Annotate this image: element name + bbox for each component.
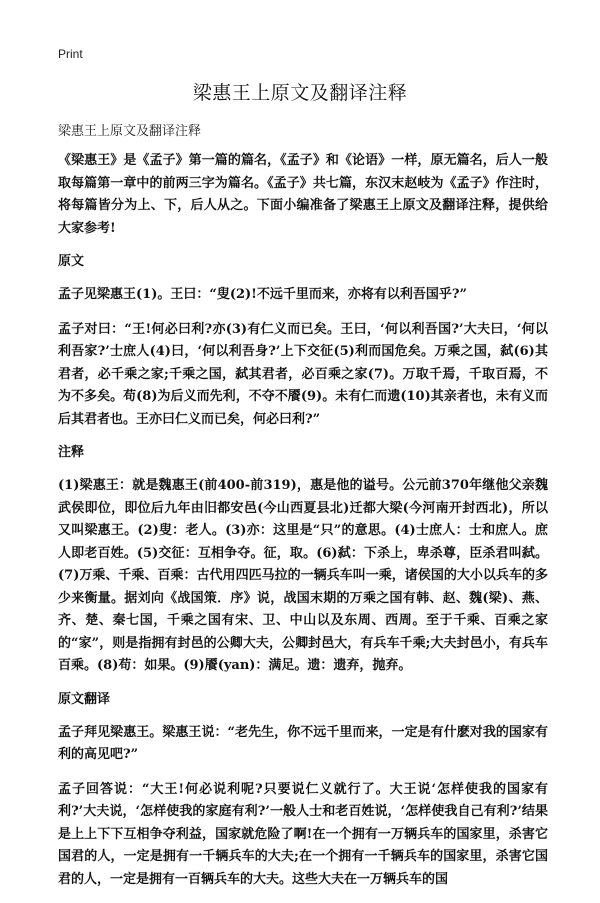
page-title: 梁惠王上原文及翻译注释 [192,82,408,104]
original-text-heading: 原文 [58,254,85,269]
article-body [58,150,548,903]
original-paragraph-1: 孟子见梁惠王(1)。王曰：“叟(2)!不远千里而来，亦将有以利吾国乎?” [58,287,467,302]
page-subtitle: 梁惠王上原文及翻译注释 [58,124,202,139]
intro-paragraph: 《梁惠王》是《孟子》第一篇的篇名，《孟子》和《论语》一样，原无篇名，后人一般取每篇第一章中的前两三字为篇名。《孟子》共七篇，东汉末赵岐为《孟子》作注时，将每篇皆分为上、下，后人从之。下面小编准备了梁惠王上原文及翻译注释，提供给大家参考! [58,153,548,236]
translation-heading: 原文翻译 [58,691,111,707]
translation-paragraph-1: 孟子拜见梁惠王。梁惠王说：“老先生，你不远千里而来，一定是有什麽对我的国家有利的高见吧?” [58,724,548,762]
notes-paragraph: (1)梁惠王：就是魏惠王(前400-前319)，惠是他的谥号。公元前370年继他父亲魏武侯即位，即位后九年由旧都安邑(今山西夏县北)迁都大梁(今河南开封西北)，所以又叫梁惠王。(2)叟：老人。(3)亦：这里是“只”的意思。(4)士庶人：士和庶人。庶人即老百姓。(5)交征：互相争夺。征，取。(6)弑：下杀上，卑杀尊，臣杀君叫弑。(7)万乘、千乘、百乘：古代用四匹马拉的一辆兵车叫一乘，诸侯国的大小以兵车的多少来衡量。据刘向《战国策．序》说，战国末期的万乘之国有韩、赵、魏(梁)、燕、齐、楚、秦七国，千乘之国有宋、卫、中山以及东周、西周。至于千乘、百乘之家的“家”，则是指拥有封邑的公卿大夫，公卿封邑大，有兵车千乘;大夫封邑小，有兵车百乘。(8)苟：如果。(9)餍(yan)：满足。遗：遗弃，抛弃。 [58,478,548,673]
notes-heading: 注释 [58,445,85,460]
translation-paragraph-2: 孟子回答说：“大王!何必说利呢?只要说仁义就行了。大王说‘怎样使我的国家有利?’大夫说，‘怎样使我的家庭有利?’一般人士和老百姓说，‘怎样使我自己有利?’结果是上上下下互相争夺利益，国家就危险了啊!在一个拥有一万辆兵车的国家里，杀害它国君的人，一定是拥有一千辆兵车的大夫;在一个拥有一千辆兵车的国家里，杀害它国君的人，一定是拥有一百辆兵车的大夫。这些大夫在一万辆兵车的国 [58,781,548,887]
original-paragraph-2: 孟子对曰：“王!何必曰利?亦(3)有仁义而已矣。王曰，‘何以利吾国?’大夫曰，‘何以利吾家?’士庶人(4)曰，‘何以利吾身?’上下交征(5)利而国危矣。万乘之国，弑(6)其君者，必千乘之家;千乘之国，弑其君者，必百乘之家(7)。万取千焉，千取百焉，不为不多矣。苟(8)为后义而先利，不夺不餍(9)。未有仁而遗(10)其亲者也，未有义而后其君者也。王亦曰仁义而已矣，何必曰利?” [58,321,548,427]
print-link[interactable]: Print [58,47,83,61]
